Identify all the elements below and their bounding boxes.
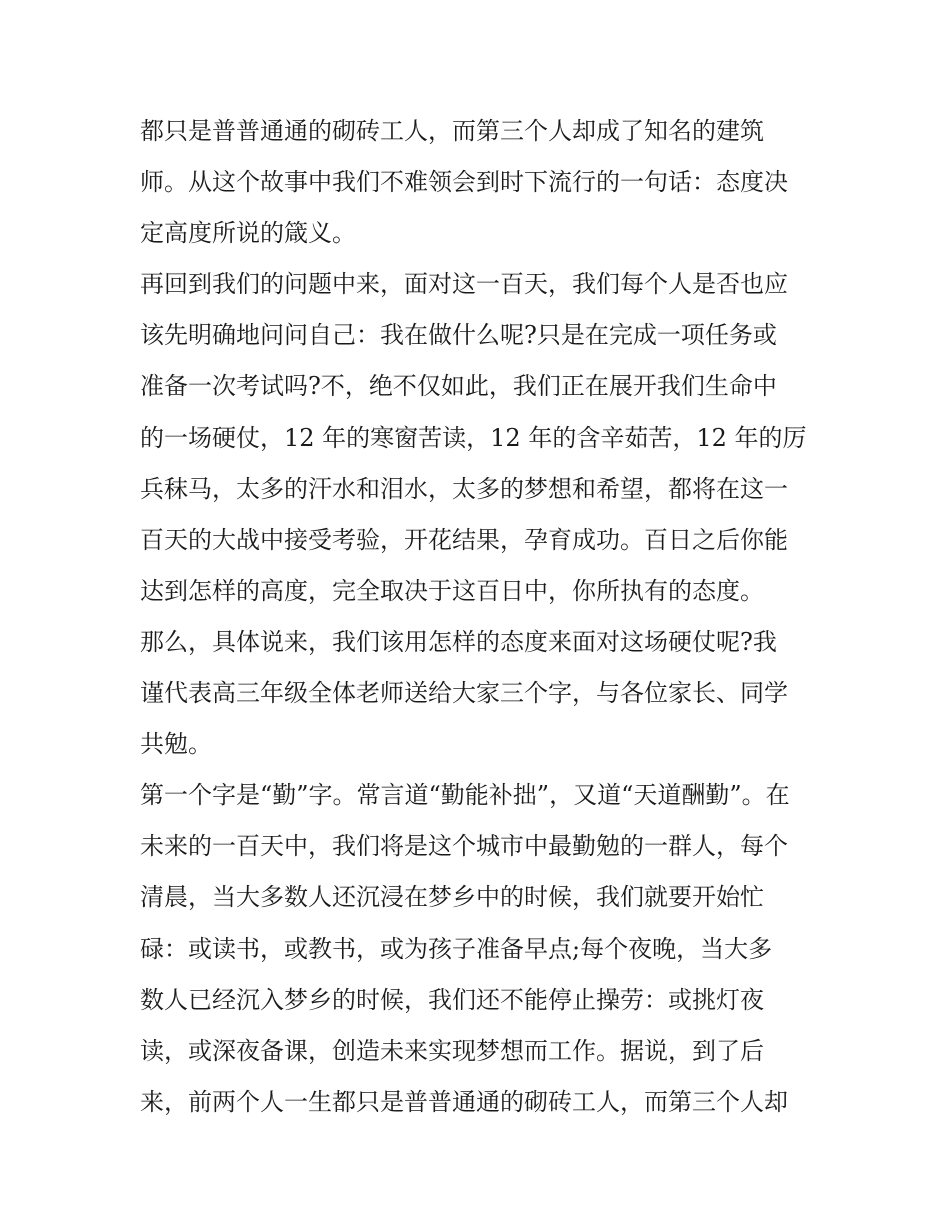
text-line: 都只是普普通通的砌砖工人，而第三个人却成了知名的建筑 bbox=[140, 117, 764, 145]
text-line: 师。从这个故事中我们不难领会到时下流行的一句话：态度决 bbox=[140, 168, 788, 197]
text-line: 碌：或读书，或教书，或为孩子准备早点;每个夜晚，当大多 bbox=[140, 934, 773, 963]
text-line: 准备一次考试吗?不，绝不仅如此，我们正在展开我们生命中 bbox=[140, 372, 777, 401]
text-line: 未来的一百天中，我们将是这个城市中最勤勉的一群人，每个 bbox=[140, 832, 788, 861]
text-line: 再回到我们的问题中来，面对这一百天，我们每个人是否也应 bbox=[140, 270, 788, 299]
text-line: 第一个字是“勤”字。常言道“勤能补拙”，又道“天道酬勤”。在 bbox=[140, 781, 790, 810]
text-line: 共勉。 bbox=[140, 730, 212, 759]
text-line: 定高度所说的箴义。 bbox=[140, 219, 356, 248]
body-text bbox=[140, 106, 820, 1128]
text-line: 该先明确地问问自己：我在做什么呢?只是在完成一项任务或 bbox=[140, 321, 777, 350]
text-line: 兵秣马，太多的汗水和泪水，太多的梦想和希望，都将在这一 bbox=[140, 474, 788, 503]
text-line: 谨代表高三年级全体老师送给大家三个字，与各位家长、同学 bbox=[140, 679, 788, 708]
text-line: 清晨，当大多数人还沉浸在梦乡中的时候，我们就要开始忙 bbox=[140, 883, 764, 912]
text-line: 的一场硬仗，12 年的寒窗苦读，12 年的含辛茹苦，12 年的厉 bbox=[140, 423, 807, 452]
text-line: 来，前两个人一生都只是普普通通的砌砖工人，而第三个人却 bbox=[140, 1087, 788, 1116]
text-line: 那么，具体说来，我们该用怎样的态度来面对这场硬仗呢?我 bbox=[140, 627, 777, 656]
text-line: 达到怎样的高度，完全取决于这百日中，你所执有的态度。 bbox=[140, 576, 764, 605]
text-line: 百天的大战中接受考验，开花结果，孕育成功。百日之后你能 bbox=[140, 525, 788, 554]
text-line: 数人已经沉入梦乡的时候，我们还不能停止操劳：或挑灯夜 bbox=[140, 985, 764, 1014]
text-line: 读，或深夜备课，创造未来实现梦想而工作。据说，到了后 bbox=[140, 1036, 764, 1065]
